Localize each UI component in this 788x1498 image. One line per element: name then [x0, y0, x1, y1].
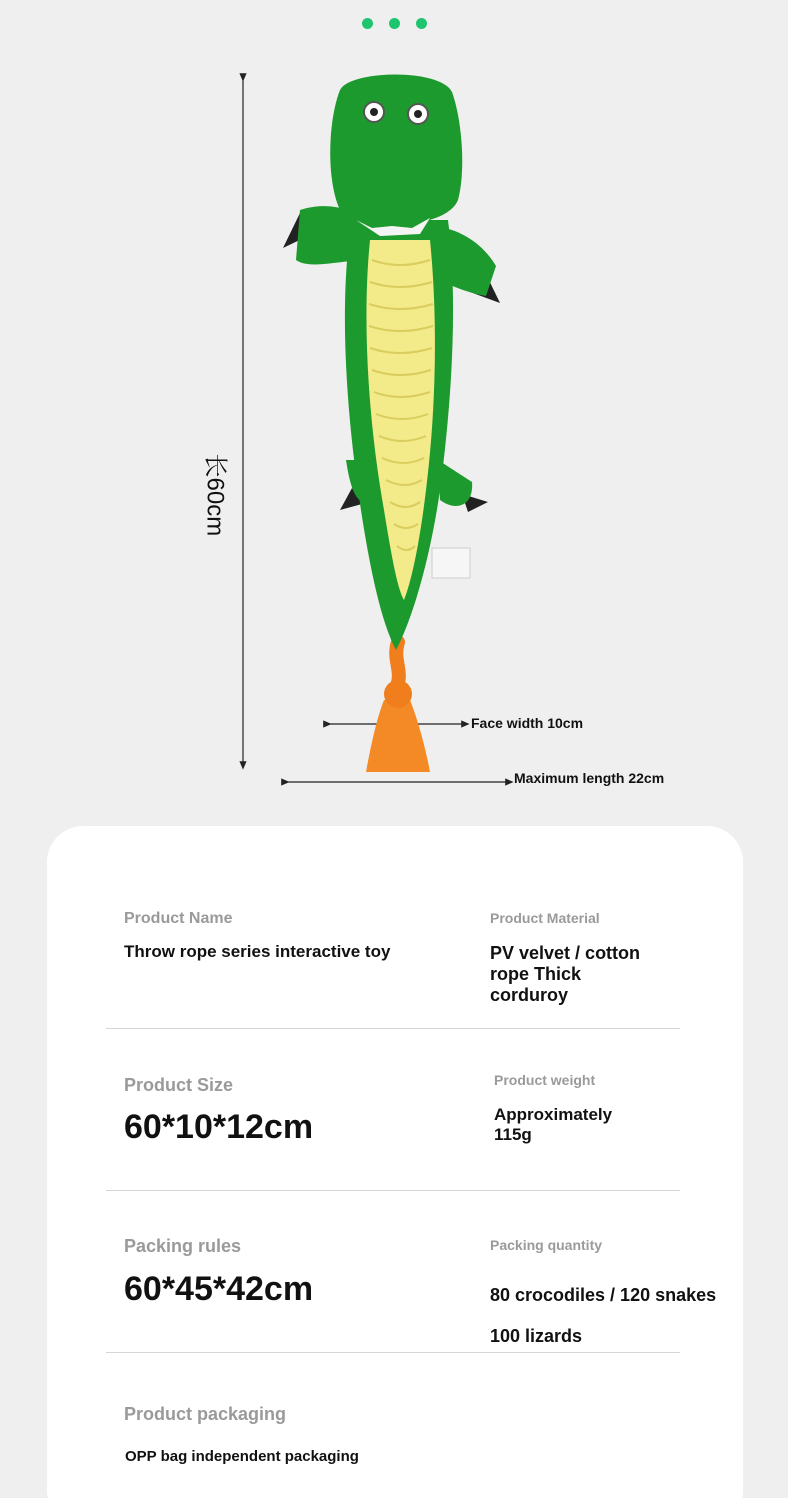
product-name-value: Throw rope series interactive toy	[124, 942, 391, 961]
packing-quantity-value: 80 crocodiles / 120 snakes 100 lizards	[490, 1285, 717, 1346]
packing-rules-value: 60*45*42cm	[124, 1270, 314, 1308]
product-material-label: Product Material	[490, 910, 600, 926]
product-material-value: PV velvet / cotton rope Thick corduroy	[490, 943, 641, 1005]
product-packaging-value: OPP bag independent packaging	[125, 1448, 359, 1465]
pager-dots	[0, 18, 788, 29]
divider	[106, 1028, 680, 1029]
product-tag-icon	[432, 548, 470, 578]
length-label: 长60cm	[201, 453, 229, 537]
rope-tail-icon	[366, 642, 430, 772]
max-length-label: Maximum length 22cm	[514, 770, 665, 786]
pager-dot[interactable]	[416, 18, 427, 29]
face-width-label: Face width 10cm	[471, 715, 584, 731]
product-weight-value: Approximately 115g	[494, 1105, 613, 1144]
product-name-label: Product Name	[124, 910, 233, 927]
product-size-value: 60*10*12cm	[124, 1108, 314, 1146]
pager-dot[interactable]	[362, 18, 373, 29]
product-packaging-label: Product packaging	[124, 1404, 287, 1424]
pager-dot[interactable]	[389, 18, 400, 29]
divider	[106, 1352, 680, 1353]
packing-quantity-label: Packing quantity	[490, 1237, 603, 1253]
product-photo	[0, 60, 788, 800]
packing-rules-label: Packing rules	[124, 1236, 242, 1256]
product-weight-label: Product weight	[494, 1072, 596, 1088]
product-size-label: Product Size	[124, 1075, 234, 1095]
divider	[106, 1190, 680, 1191]
crocodile-toy-illustration	[0, 60, 788, 800]
spec-card	[47, 826, 743, 1498]
